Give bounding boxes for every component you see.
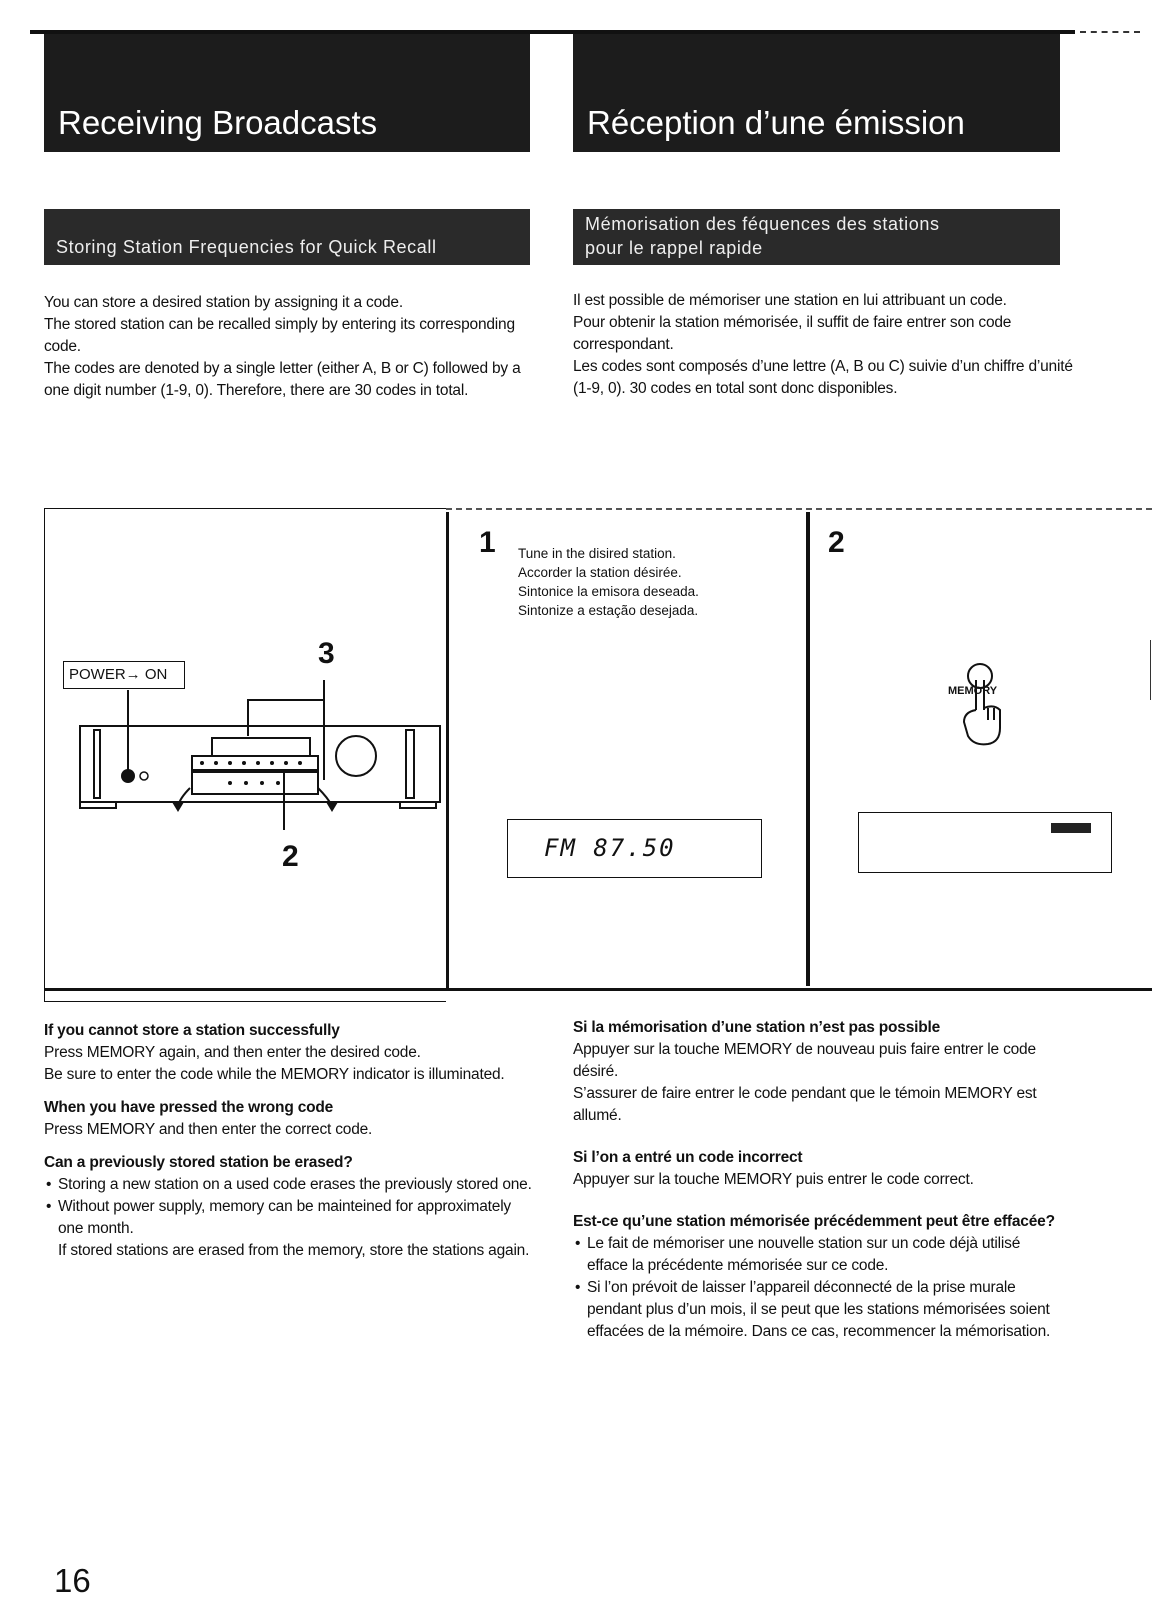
left-arrow-head — [172, 802, 184, 812]
note-en-3-title: Can a previously stored station be erased? — [44, 1154, 353, 1171]
section-heading-fr-line1: Mémorisation des féquences des stations — [585, 214, 940, 234]
pressing-finger-icon — [958, 660, 1008, 750]
note-fr-2-title: Si l’on a entré un code incorrect — [573, 1149, 803, 1166]
note-fr-1-p1: Appuyer sur la touche MEMORY de nouveau puis faire entrer le code désiré. — [573, 1041, 1036, 1080]
note-en-3-list — [44, 1174, 534, 1240]
section-heading-fr — [573, 209, 1060, 265]
note-fr-3-list — [573, 1233, 1063, 1343]
intro-fr-p1: Il est possible de mémoriser une station en lui attribuant un code. — [573, 292, 1007, 309]
page-title-en: Receiving Broadcasts — [44, 34, 530, 152]
intro-fr-p2: Pour obtenir la station mémorisée, il suffit de faire entrer son code correspondant. — [573, 314, 1012, 353]
intro-fr — [573, 290, 1073, 400]
list-item: • Si l’on prévoit de laisser l’appareil déconnecté de la prise murale pendant plus d’un mois, il se peut que les stations mémorisées soient effacées de la mémoire. Dans ce cas, recommencer la mémorisation. — [573, 1277, 1063, 1343]
callout-2: 2 — [282, 840, 299, 873]
intro-en-p1: You can store a desired station by assigning it a code. — [44, 294, 403, 311]
figure-divider — [806, 512, 810, 986]
memory-display — [858, 812, 1112, 873]
note-fr-1-title: Si la mémorisation d’une station n’est pas possible — [573, 1019, 941, 1036]
page-title-fr: Réception d’une émission — [573, 34, 1060, 152]
section-heading-en: Storing Station Frequencies for Quick Recall — [44, 209, 530, 265]
list-item: • Storing a new station on a used code erases the previously stored one. — [44, 1174, 534, 1196]
top-dash-rule — [1080, 31, 1140, 33]
callout-3-branch-line — [248, 700, 324, 736]
receiver-right-edge — [406, 730, 414, 798]
notes-en — [44, 1020, 534, 1262]
receiver-foot-left — [80, 802, 116, 808]
callout-3: 3 — [318, 637, 335, 670]
power-led — [140, 772, 148, 780]
power-label: POWER→ ON — [63, 661, 185, 689]
note-en-1-p1: Press MEMORY again, and then enter the desired code. — [44, 1044, 421, 1061]
list-item: • Le fait de mémoriser une nouvelle station sur un code déjà utilisé efface la précédente mémorisée sur ce code. — [573, 1233, 1063, 1277]
figure-bottom-rule — [44, 988, 1152, 991]
step-1-line-es: Sintonice la emisora deseada. — [518, 584, 699, 599]
receiver-foot-right — [400, 802, 436, 808]
step-1-instructions — [518, 544, 699, 620]
intro-en — [44, 292, 530, 402]
step-1-line-en: Tune in the disired station. — [518, 546, 676, 561]
step-1-number: 1 — [479, 526, 496, 559]
note-en-1-title: If you cannot store a station successfully — [44, 1022, 340, 1039]
receiver-illustration — [60, 680, 450, 850]
figure-right-rule — [1150, 640, 1151, 700]
intro-en-p3: The codes are denoted by a single letter (either A, B or C) followed by a one digit number (1-9, 0). Therefore, there are 30 codes in total. — [44, 360, 521, 399]
note-fr-2-body: Appuyer sur la touche MEMORY puis entrer le code correct. — [573, 1171, 974, 1188]
note-en-2-body: Press MEMORY and then enter the correct code. — [44, 1121, 373, 1138]
receiver-display-window — [212, 738, 310, 756]
note-fr-3-title: Est-ce qu’une station mémorisée précédemment peut être effacée? — [573, 1213, 1055, 1230]
memory-indicator-icon — [1051, 823, 1091, 833]
note-en-3-tail: If stored stations are erased from the memory, store the stations again. — [58, 1242, 530, 1259]
step-1-line-pt: Sintonize a estação desejada. — [518, 603, 699, 618]
note-en-1-p2: Be sure to enter the code while the MEMORY indicator is illuminated. — [44, 1066, 505, 1083]
memory-button-press — [948, 660, 1018, 750]
volume-knob — [336, 736, 376, 776]
section-heading-fr-line2: pour le rappel rapide — [585, 238, 763, 258]
power-button — [121, 769, 135, 783]
step-2-number: 2 — [828, 526, 845, 559]
right-arrow-head — [326, 802, 338, 812]
figure-top-rule — [446, 508, 1152, 510]
receiver-left-edge — [94, 730, 100, 798]
page-number: 16 — [54, 1562, 91, 1599]
note-fr-1-p2: S’assurer de faire entrer le code pendant que le témoin MEMORY est allumé. — [573, 1085, 1037, 1124]
intro-fr-p3: Les codes sont composés d’une lettre (A, B ou C) suivie d’un chiffre d’unité (1-9, 0). 30 codes en total sont donc disponibles. — [573, 358, 1073, 397]
memory-button-label: MEMORY — [948, 685, 998, 697]
list-item: • Without power supply, memory can be mainteined for approximately one month. — [44, 1196, 534, 1240]
step-1-line-fr: Accorder la station désirée. — [518, 565, 682, 580]
intro-en-p2: The stored station can be recalled simply by entering its corresponding code. — [44, 316, 515, 355]
note-en-2-title: When you have pressed the wrong code — [44, 1099, 334, 1116]
receiver-buttons-row — [192, 772, 318, 794]
frequency-display: FM 87.50 — [507, 819, 762, 878]
notes-fr — [573, 1017, 1063, 1343]
